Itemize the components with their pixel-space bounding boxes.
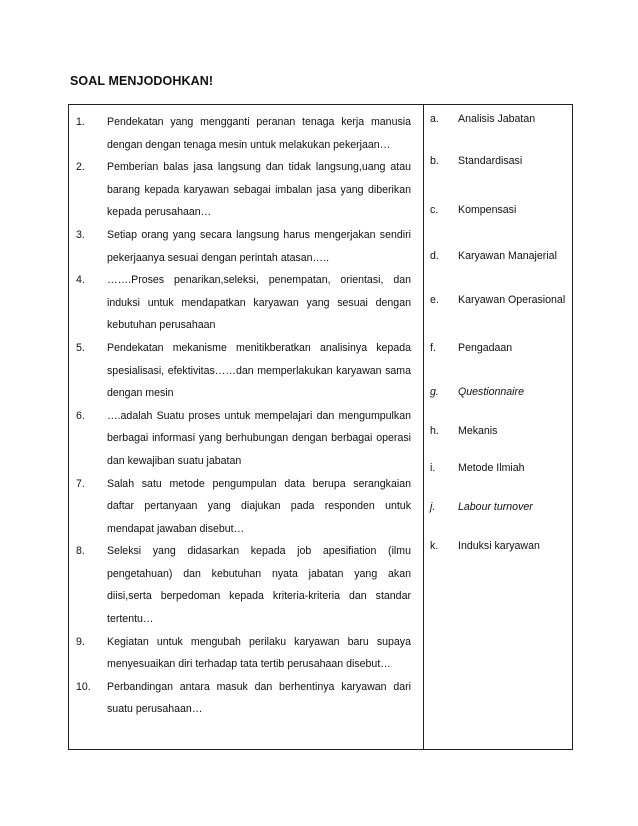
question-number: 2. (76, 161, 85, 174)
answer-letter: e. (430, 294, 439, 306)
answer-text: Labour turnover (458, 501, 533, 513)
question-text: …….Proses penarikan,seleksi, penempatan, orientasi, dan induksi untuk mendapatkan karyawan yang sesuai dengan kebutuhan perusahaan (107, 274, 411, 332)
question-text: Perbandingan antara masuk dan berhentinya karyawan dari suatu perusahaan… (107, 680, 411, 716)
answer-letter: a. (430, 113, 439, 125)
question-text: Pendekatan yang mengganti peranan tenaga kerja manusia dengan dengan tenaga mesin untuk melakukan pekerjaan… (107, 116, 411, 151)
answer-text: Kompensasi (458, 204, 517, 216)
answer-letter: g. (430, 386, 439, 398)
question-item (69, 224, 423, 269)
question-number: 1. (76, 116, 85, 128)
answer-item (424, 341, 512, 355)
question-text: Pendekatan mekanisme menitikberatkan analisinya kepada spesialisasi, efektivitas……dan memperlakukan karyawan sama dengan mesin (107, 341, 411, 400)
matching-table (68, 104, 573, 750)
question-item (69, 156, 423, 224)
answer-letter: h. (430, 425, 439, 437)
question-item (69, 405, 423, 473)
question-list (69, 111, 423, 721)
answer-item (424, 249, 557, 263)
question-item (69, 269, 423, 337)
question-item (69, 540, 423, 630)
question-number: 3. (76, 228, 85, 241)
answer-letter: d. (430, 250, 439, 262)
question-number: 4. (76, 274, 85, 287)
answer-letter: f. (430, 342, 436, 354)
question-text: Salah satu metode pengumpulan data berupa serangkaian daftar pertanyaan yang diajukan pada responden untuk mendapat jawaban disebut… (107, 477, 411, 535)
answer-text: Mekanis (458, 425, 498, 437)
question-number: 5. (76, 341, 85, 354)
answer-letter: i. (430, 462, 436, 474)
answer-letter: k. (430, 540, 439, 552)
answer-item (424, 539, 540, 553)
question-number: 8. (76, 545, 85, 558)
question-item (69, 473, 423, 541)
answer-item (424, 461, 525, 475)
question-number: 7. (76, 477, 85, 490)
page-title: SOAL MENJODOHKAN! (70, 74, 214, 88)
answer-letter: b. (430, 155, 439, 167)
question-text: Kegiatan untuk mengubah perilaku karyawan baru supaya menyesuaikan diri terhadap tata tertib perusahaan disebut… (107, 635, 411, 671)
question-item (69, 111, 423, 156)
answer-text: Pengadaan (458, 342, 513, 354)
answer-text: Standardisasi (458, 155, 523, 167)
question-number: 9. (76, 635, 85, 648)
answer-item (424, 385, 524, 399)
answer-text: Induksi karyawan (458, 540, 540, 552)
answer-item (424, 112, 535, 126)
answer-letter: c. (430, 204, 439, 216)
answer-text: Karyawan Operasional (458, 294, 566, 306)
answer-text: Karyawan Manajerial (458, 250, 557, 262)
answer-item (424, 500, 533, 514)
question-item (69, 676, 423, 721)
question-number: 6. (76, 409, 85, 422)
question-number: 10. (76, 680, 91, 693)
answer-text: Questionnaire (458, 386, 524, 398)
answer-item (424, 203, 516, 217)
question-text: Setiap orang yang secara langsung harus mengerjakan sendiri pekerjaanya sesuai dengan perintah atasan….. (107, 228, 411, 264)
question-text: Pemberian balas jasa langsung dan tidak langsung,uang atau barang kepada karyawan sebagai imbalan jasa yang diberikan kepada perusahaan… (107, 161, 411, 219)
question-text: ….adalah Suatu proses untuk mempelajari dan mengumpulkan berbagai informasi yang berhubungan dengan berbagai operasi dan kewajiban suatu jabatan (107, 409, 411, 467)
question-item (69, 337, 423, 405)
answer-text: Metode Ilmiah (458, 462, 525, 474)
answer-text: Analisis Jabatan (458, 113, 536, 125)
answer-item (424, 154, 522, 168)
question-text: Seleksi yang didasarkan kepada job apesifiation (ilmu pengetahuan) dan kebutuhan nyata jabatan yang akan diisi,serta berpedoman kepada kriteria-kriteria dan standar tertentu… (107, 545, 411, 626)
answer-item (424, 424, 497, 438)
answer-letter: j. (430, 501, 436, 513)
question-item (69, 631, 423, 676)
answer-item (424, 293, 565, 307)
